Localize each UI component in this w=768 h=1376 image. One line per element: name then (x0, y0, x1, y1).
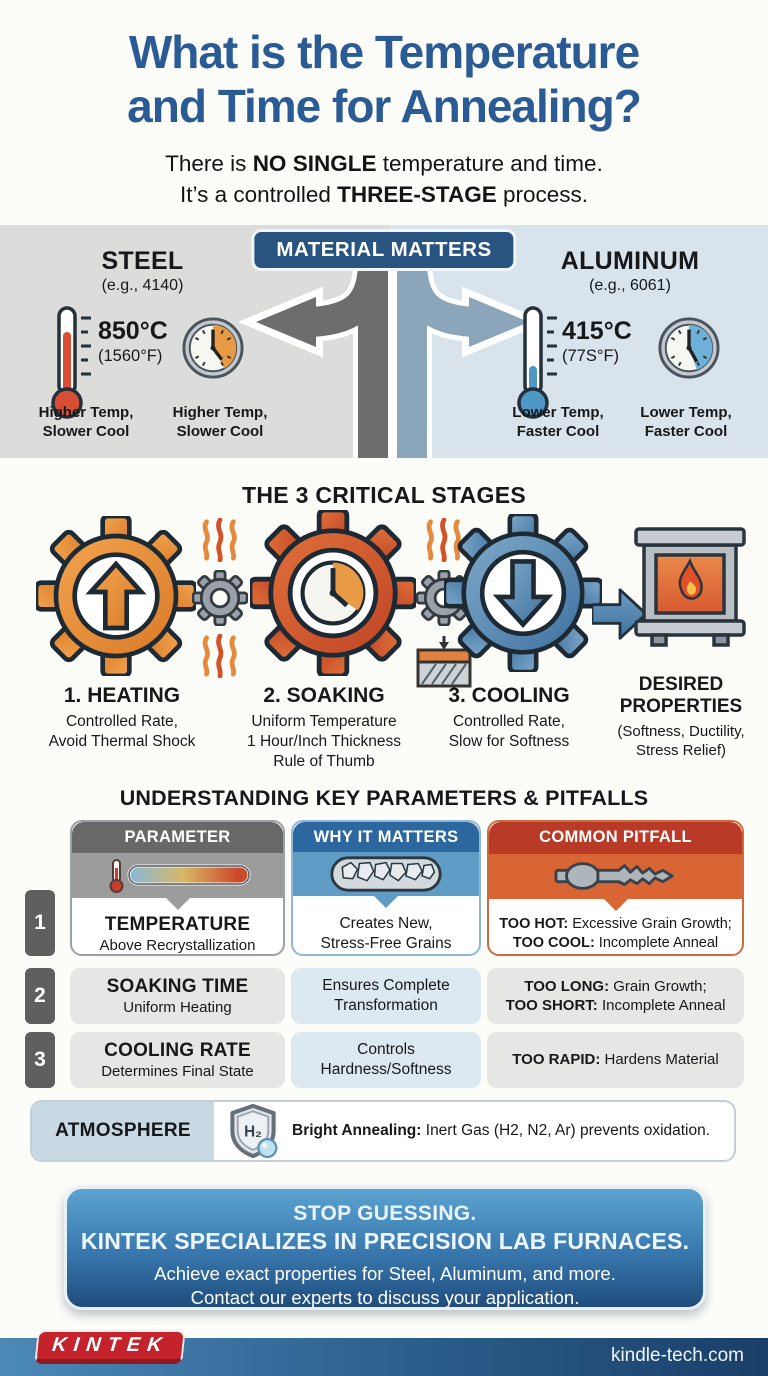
header (0, 26, 768, 210)
parameters-title: UNDERSTANDING KEY PARAMETERS & PITFALLS (119, 786, 649, 810)
steel-temperature: 850°C (1560°F) (98, 317, 168, 365)
pitfall-row2-cell: TOO LONG: Grain Growth; TOO SHORT: Incomplete Anneal (487, 968, 744, 1024)
stages-title: THE 3 CRITICAL STAGES (241, 482, 527, 508)
atmosphere-icon-cell (214, 1102, 292, 1160)
cta-banner (64, 1186, 706, 1310)
aluminum-clock-note: Lower Temp, Faster Cool (640, 404, 732, 441)
page-title-line2: and Time for Annealing? (127, 79, 641, 132)
steel-thermo-note: Higher Temp, Slower Cool (38, 404, 134, 441)
parameter-row3-cell: COOLING RATE Determines Final State (70, 1032, 285, 1088)
parameter-header-icon-strip (72, 853, 283, 898)
key-icon (550, 856, 682, 896)
pitfall-column-card (487, 820, 744, 956)
parameter-row2-cell: SOAKING TIME Uniform Heating (70, 968, 285, 1024)
atmosphere-row (30, 1100, 736, 1162)
cooling-label-block: 3. COOLING Controlled Rate, Slow for Softness (448, 684, 570, 750)
why-row3-cell: Controls Hardness/Softness (291, 1032, 481, 1088)
soaking-gear-icon (250, 510, 416, 676)
subtitle-line2: It’s a controlled THREE-STAGE process. (179, 181, 589, 207)
furnace-icon (634, 518, 746, 648)
row1-number-badge: 1 (25, 890, 55, 956)
cooling-gear-icon (444, 514, 602, 672)
why-header-icon-strip (293, 852, 479, 895)
pitfall-header: COMMON PITFALL (489, 822, 742, 854)
cta-line1: STOP GUESSING. (293, 1202, 477, 1225)
pitfall-row3-cell: TOO RAPID: Hardens Material (487, 1032, 744, 1088)
aluminum-clock-icon (658, 317, 720, 379)
cta-line2: KINTEK SPECIALIZES IN PRECISION LAB FURNACES. (80, 1228, 690, 1254)
parameter-header: PARAMETER (72, 822, 283, 853)
atmosphere-label: ATMOSPHERE (32, 1102, 214, 1160)
heating-label-block: 1. HEATING Controlled Rate, Avoid Thermal Shock (48, 684, 196, 750)
parameters-section (0, 780, 768, 1180)
material-matters-badge: MATERIAL MATTERS (251, 229, 516, 271)
stages-section (0, 458, 768, 780)
kintek-logo: KINTEK (34, 1330, 186, 1364)
aluminum-thermo-note: Lower Temp, Faster Cool (512, 404, 604, 441)
row2-number-badge: 2 (25, 968, 55, 1024)
parameter-row1-cell: TEMPERATURE Above Recrystallization (99, 914, 256, 954)
svg-text:H₂: H₂ (244, 1123, 262, 1141)
steel-clock-icon (182, 317, 244, 379)
heating-gear-icon (36, 516, 196, 676)
aluminum-heading: ALUMINUM (e.g., 6061) (560, 247, 700, 294)
why-row2-cell: Ensures Complete Transformation (291, 968, 481, 1024)
why-column-card (291, 820, 481, 956)
aluminum-temperature: 415°C (77S°F) (562, 317, 632, 365)
steel-heading: STEEL (e.g., 4140) (101, 247, 184, 294)
soaking-label-block: 2. SOAKING Uniform Temperature 1 Hour/Inch Thickness Rule of Thumb (247, 684, 401, 770)
why-row1-cell: Creates New, Stress-Free Grains (320, 914, 452, 952)
pitfall-row1-cell: TOO HOT: Excessive Grain Growth; TOO COOL: Incomplete Anneal (499, 915, 732, 952)
footer-website: kindle-tech.com (610, 1345, 744, 1366)
page-title-line1: What is the Temperature (128, 26, 640, 78)
parameter-column-card (70, 820, 285, 956)
material-matters-section (0, 225, 768, 458)
grain-structure-icon (325, 855, 447, 893)
pitfall-header-icon-strip (489, 854, 742, 899)
small-gear-icon (192, 570, 248, 626)
desired-properties-block: DESIRED PROPERTIES (Softness, Ductility, Stress Relief) (617, 674, 745, 759)
heat-waves-icon (196, 518, 242, 562)
heat-waves-icon (196, 634, 242, 678)
cta-line4: Contact our experts to discuss your application. (190, 1287, 580, 1308)
subtitle-line1: There is NO SINGLE temperature and time. (165, 150, 603, 176)
cta-line3: Achieve exact properties for Steel, Aluminum, and more. (154, 1263, 616, 1284)
row3-number-badge: 3 (25, 1032, 55, 1088)
subtitle (0, 148, 768, 210)
atmosphere-text: Bright Annealing: Inert Gas (H2, N2, Ar) prevents oxidation. (292, 1122, 711, 1140)
h2-shield-icon (227, 1103, 279, 1159)
why-header: WHY IT MATTERS (293, 822, 479, 852)
steel-clock-note: Higher Temp, Slower Cool (172, 404, 268, 441)
thermometer-scale-icon (103, 858, 253, 894)
